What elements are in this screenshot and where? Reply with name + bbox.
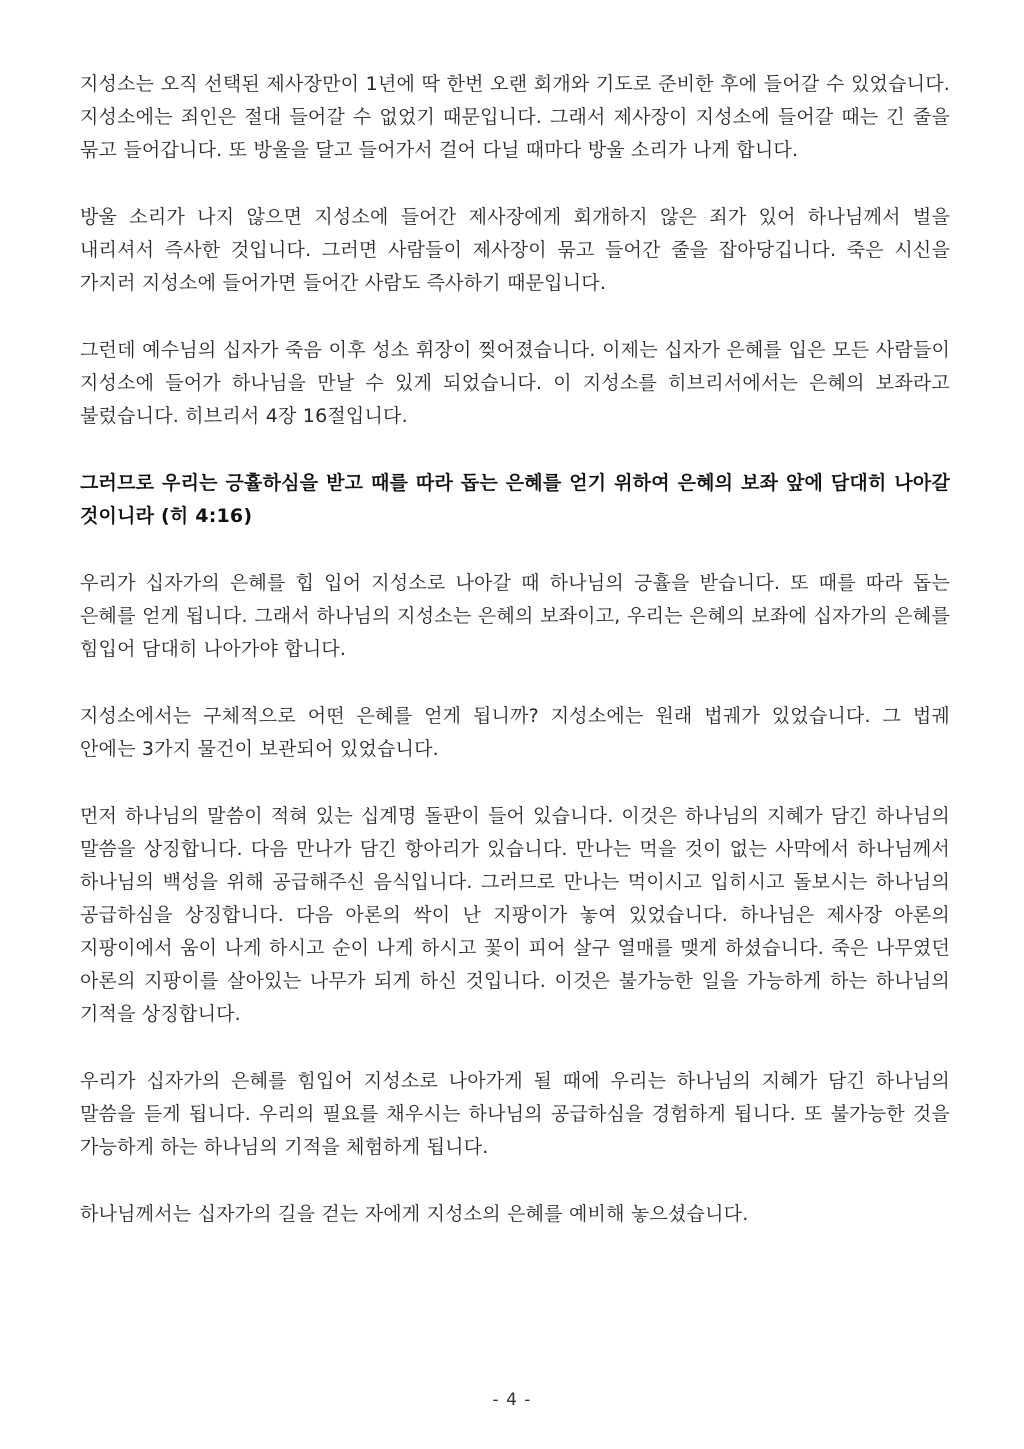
paragraph-grace-throne: 우리가 십자가의 은혜를 힙 입어 지성소로 나아갈 때 하나님의 긍휼을 받습니다. 또 때를 따라 돕는 은혜를 얻게 됩니다. 그래서 하나님의 지성소는 은혜의 보좌이고, 우리는 은혜의 보좌에 십자가의 은혜를 힘입어 담대히 나아가야 합니다. — [80, 572, 950, 660]
paragraph-three-items: 먼저 하나님의 말씀이 적혀 있는 십계명 돌판이 들어 있습니다. 이것은 하나님의 지혜가 담긴 하나님의 말씀을 상징합니다. 다음 만나가 담긴 항아리가 있습니다. 만나는 먹을 것이 없는 사막에서 하나님께서 하나님의 백성을 위해 공급해주신 음식입니다. 그러므로 만나는 먹이시고 입히시고 돌보시는 하나님의 공급하심을 상징합니다. 다음 아론의 싹이 난 지팡이가 놓여 있었습니다. 하나님은 제사장 아론의 지팡이에서 움이 나게 하시고 순이 나게 하시고 꽃이 피어 살구 열매를 맺게 하셨습니다. 죽은 나무였던 아론의 지팡이를 살아있는 나무가 되게 하신 것입니다. 이것은 불가능한 일을 가능하게 하는 하나님의 기적을 상징합니다. — [80, 805, 950, 1025]
paragraph-experience-grace: 우리가 십자가의 은혜를 힘입어 지성소로 나아가게 될 때에 우리는 하나님의 지혜가 담긴 하나님의 말씀을 듣게 됩니다. 우리의 필요를 채우시는 하나님의 공급하심을 경험하게 됩니다. 또 불가능한 것을 가능하게 하는 하나님의 기적을 체험하게 됩니다. — [80, 1070, 950, 1158]
paragraph-holy-of-holies-entry: 지성소는 오직 선택된 제사장만이 1년에 딱 한번 오랜 회개와 기도로 준비한 후에 들어갈 수 있었습니다. 지성소에는 죄인은 절대 들어갈 수 없었기 때문입니다. 그래서 제사장이 지성소에 들어갈 때는 긴 줄을 묶고 들어갑니다. 또 방울을 달고 들어가서 걸어 다닐 때마다 방울 소리가 나게 합니다. — [80, 73, 950, 161]
paragraph-ark-question: 지성소에서는 구체적으로 어떤 은혜를 얻게 됩니까? 지성소에는 원래 법궤가 있었습니다. 그 법궤 안에는 3가지 물건이 보관되어 있었습니다. — [80, 705, 950, 760]
paragraph-bell-sound: 방울 소리가 나지 않으면 지성소에 들어간 제사장에게 회개하지 않은 죄가 있어 하나님께서 벌을 내리셔서 즉사한 것입니다. 그러면 사람들이 제사장이 묶고 들어간 줄을 잡아당깁니다. 죽은 시신을 가지러 지성소에 들어가면 들어간 사람도 즉사하기 때문입니다. — [80, 206, 950, 294]
page-number: - 4 - — [492, 1390, 532, 1410]
paragraph-conclusion: 하나님께서는 십자가의 길을 걷는 자에게 지성소의 은혜를 예비해 놓으셨습니다. — [80, 1203, 749, 1225]
paragraph-veil-torn: 그런데 예수님의 십자가 죽음 이후 성소 휘장이 찢어졌습니다. 이제는 십자가 은혜를 입은 모든 사람들이 지성소에 들어가 하나님을 만날 수 있게 되었습니다. 이 지성소를 히브리서에서는 은혜의 보좌라고 불렀습니다. 히브리서 4장 16절입니다. — [80, 339, 950, 427]
document-body — [80, 68, 950, 1265]
scripture-quote-hebrews-4-16: 그러므로 우리는 긍휼하심을 받고 때를 따라 돕는 은혜를 얻기 위하여 은혜의 보좌 앞에 담대히 나아갈 것이니라 (히 4:16) — [80, 472, 950, 527]
